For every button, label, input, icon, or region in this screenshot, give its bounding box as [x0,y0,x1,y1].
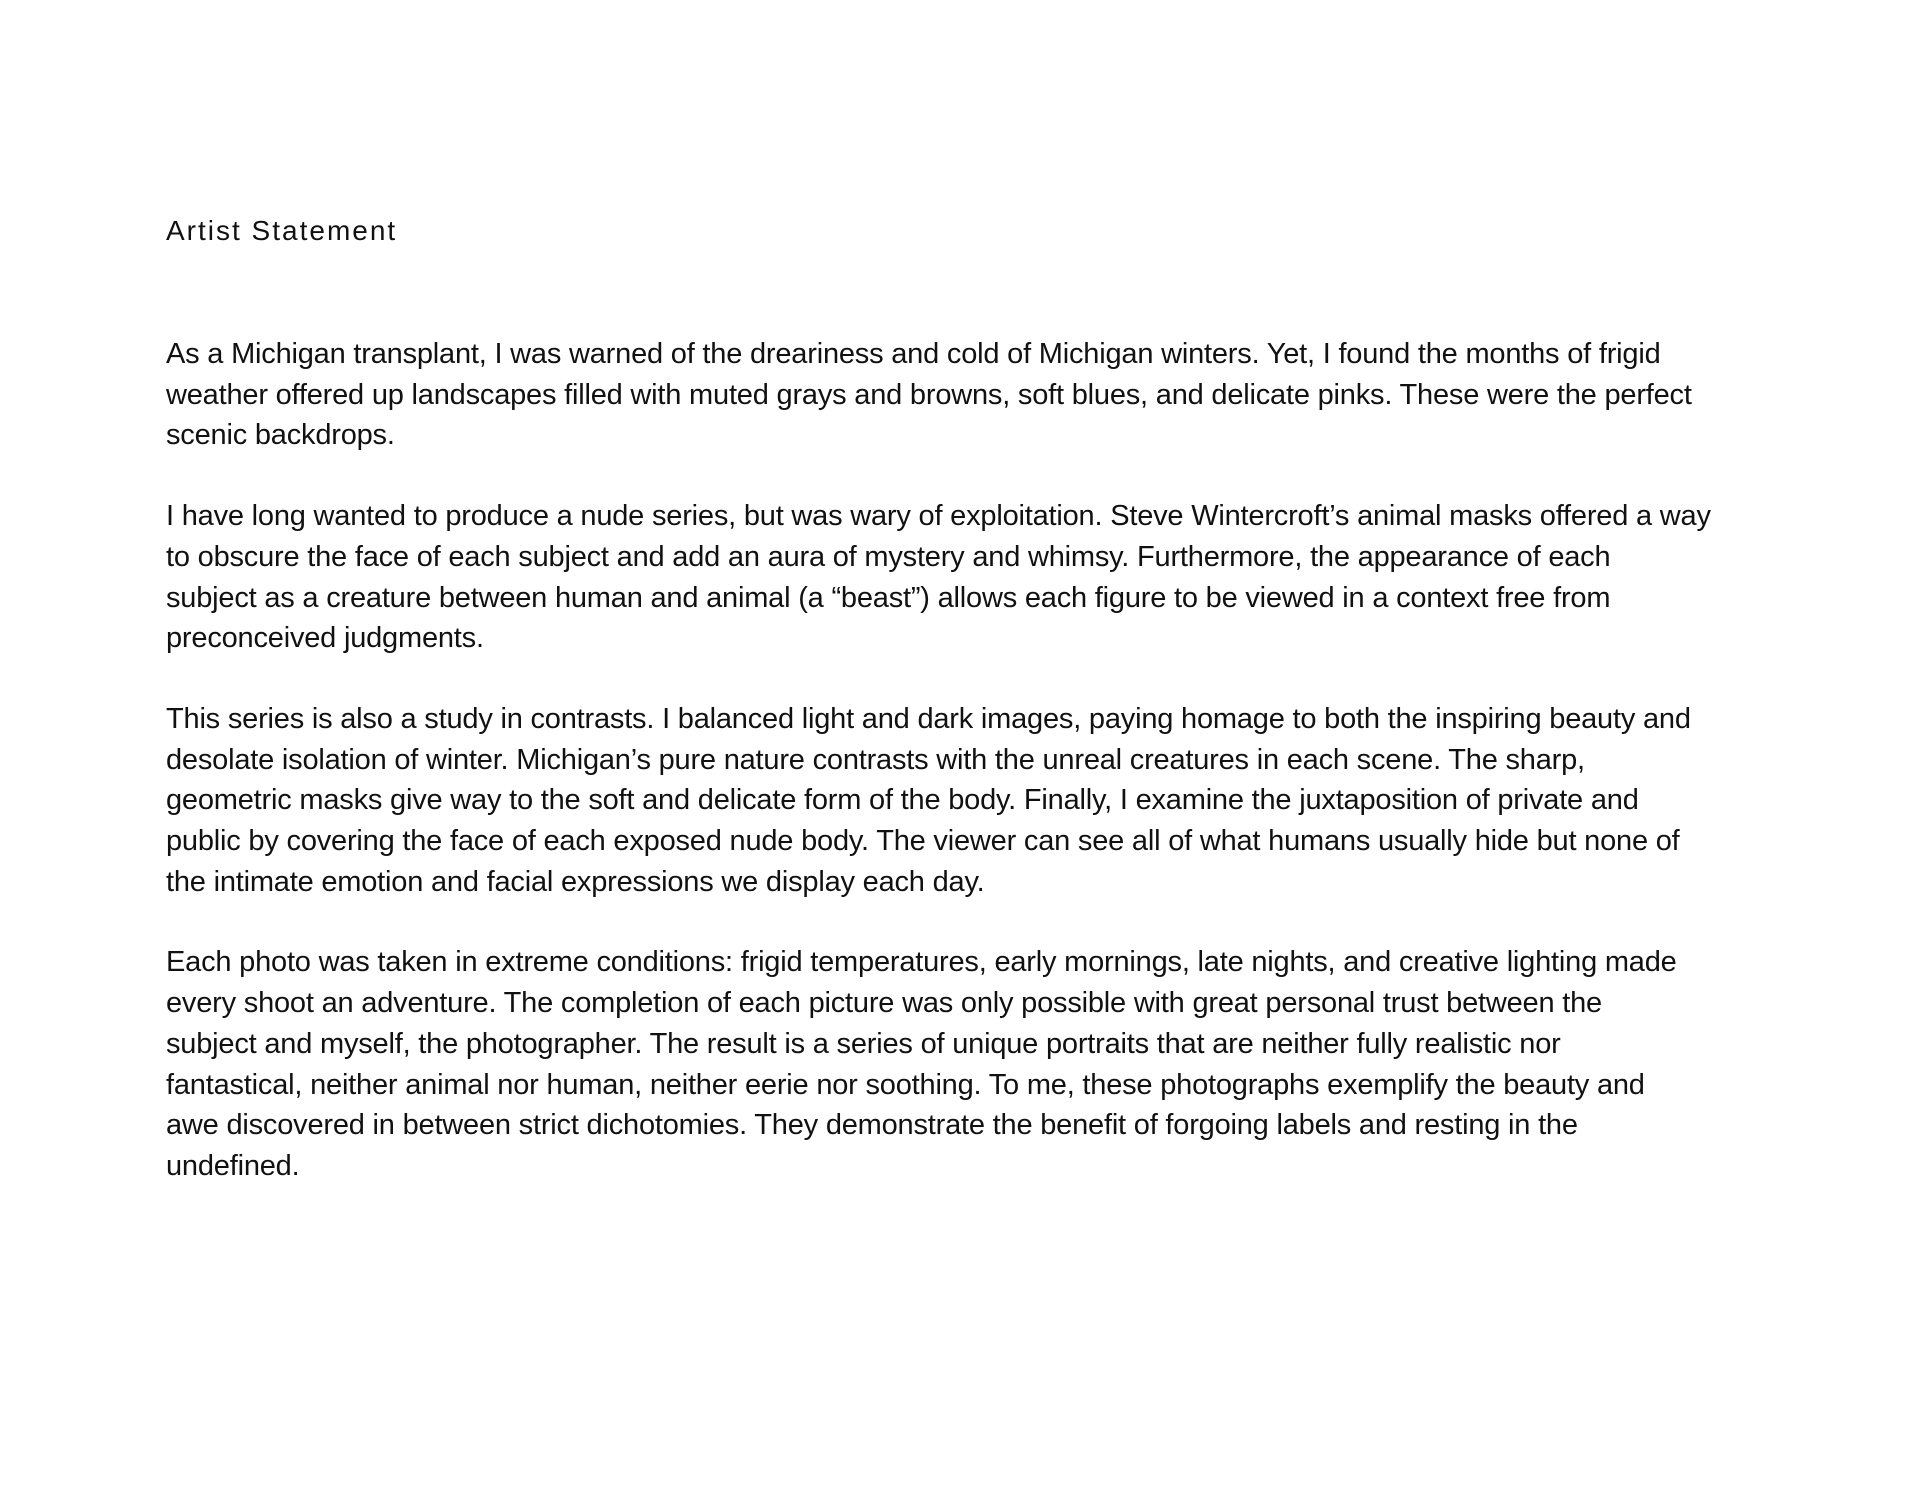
text-line: the intimate emotion and facial expressions we display each day. [166,865,985,898]
paragraph [166,496,1786,659]
text-line: I have long wanted to produce a nude series, but was wary of exploitation. Steve Wintercroft’s animal masks offered a way [166,500,1711,533]
text-line: geometric masks give way to the soft and delicate form of the body. Finally, I examine the juxtaposition of private and [166,784,1639,817]
text-line: Each photo was taken in extreme conditions: frigid temperatures, early mornings, late nights, and creative lighting made [166,946,1677,979]
paragraph [166,699,1786,903]
text-line: scenic backdrops. [166,419,395,452]
text-line: desolate isolation of winter. Michigan’s pure nature contrasts with the unreal creatures in each scene. The sharp, [166,743,1585,776]
text-line: undefined. [166,1149,300,1182]
text-line: subject as a creature between human and animal (a “beast”) allows each figure to be viewed in a context free from [166,581,1611,614]
text-line: This series is also a study in contrasts. I balanced light and dark images, paying homage to both the inspiring beauty and [166,702,1691,735]
statement-body [166,334,1786,1227]
text-line: every shoot an adventure. The completion of each picture was only possible with great personal trust between the [166,987,1602,1020]
text-line: to obscure the face of each subject and add an aura of mystery and whimsy. Furthermore, the appearance of each [166,540,1611,573]
text-line: As a Michigan transplant, I was warned of the dreariness and cold of Michigan winters. Yet, I found the months of frigid [166,338,1661,370]
text-line: fantastical, neither animal nor human, neither eerie nor soothing. To me, these photographs exemplify the beauty and [166,1068,1645,1101]
text-line: subject and myself, the photographer. The result is a series of unique portraits that are neither fully realistic nor [166,1027,1561,1060]
text-line: public by covering the face of each exposed nude body. The viewer can see all of what humans usually hide but none of [166,825,1680,858]
text-line: weather offered up landscapes filled with muted grays and browns, soft blues, and delicate pinks. These were the perfect [166,378,1692,411]
page-title: Artist Statement [166,215,398,246]
paragraph [166,334,1786,456]
text-line: preconceived judgments. [166,622,484,655]
paragraph [166,942,1786,1186]
text-line: awe discovered in between strict dichotomies. They demonstrate the benefit of forgoing labels and resting in the [166,1109,1578,1142]
